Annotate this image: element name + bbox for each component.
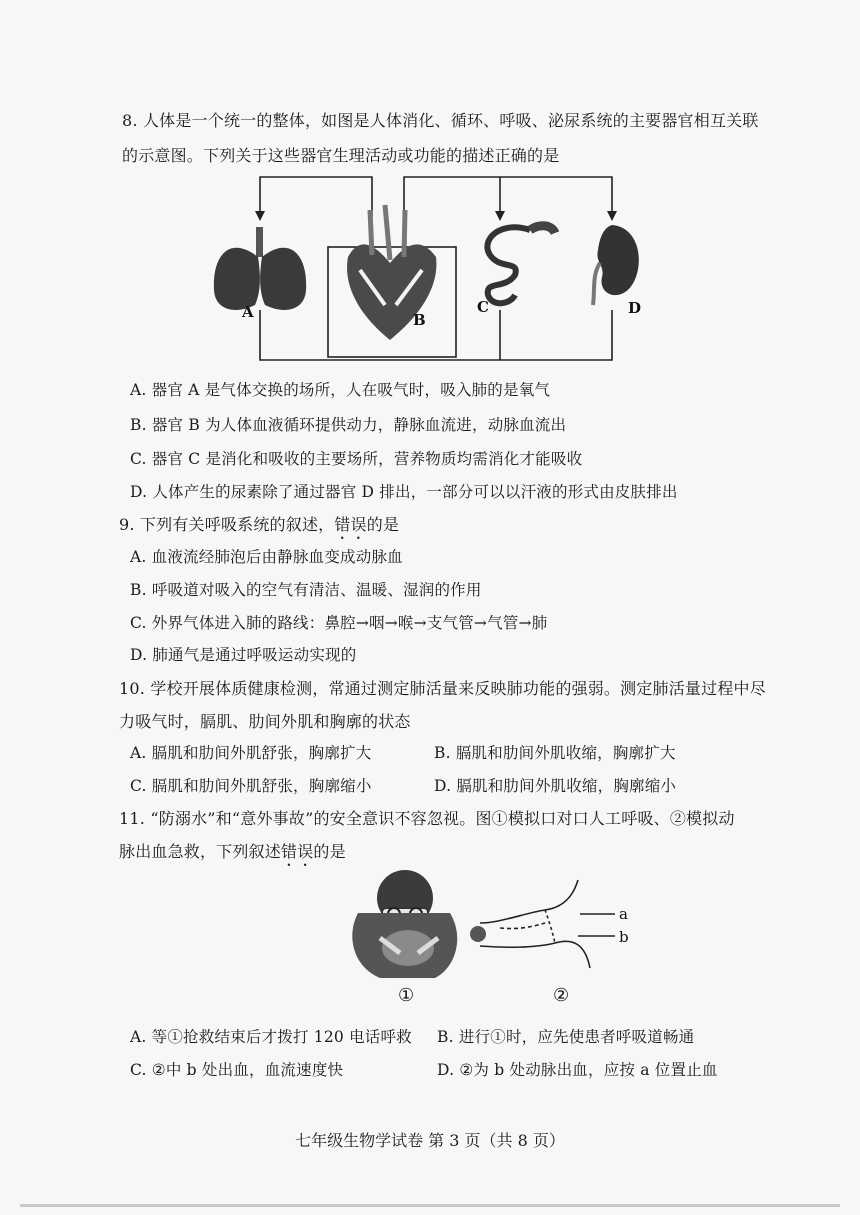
q9-option-a: A. 血液流经肺泡后由静脉血变成动脉血 bbox=[130, 548, 403, 566]
q10-stem-line2: 力吸气时，膈肌、肋间外肌和胸廓的状态 bbox=[119, 712, 411, 731]
q11-stem-line1: 11. “防溺水”和“意外事故”的安全意识不容忽视。图①模拟口对口人工呼吸、②模拟动 bbox=[119, 809, 735, 828]
arm-bleeding-icon bbox=[470, 880, 615, 968]
q9-stem-pre: 9. 下列有关呼吸系统的叙述， bbox=[119, 515, 335, 534]
label-fig2: ② bbox=[553, 985, 570, 1006]
q8-stem-line2: 的示意图。下列关于这些器官生理活动或功能的描述正确的是 bbox=[122, 146, 560, 165]
q8-organ-diagram bbox=[200, 165, 660, 370]
q10-stem-line1: 10. 学校开展体质健康检测，常通过测定肺活量来反映肺功能的强弱。测定肺活量过程中尽 bbox=[119, 679, 766, 698]
q11-stem-pre: 脉出血急救，下列叙述 bbox=[119, 842, 282, 861]
q8-option-a: A. 器官 A 是气体交换的场所，人在吸气时，吸入肺的是氧气 bbox=[130, 381, 551, 399]
q11-option-c: C. ②中 b 处出血，血流速度快 bbox=[130, 1061, 344, 1079]
label-D: D bbox=[628, 299, 642, 317]
label-a: a bbox=[619, 905, 628, 923]
q11-first-aid-figure bbox=[340, 868, 640, 1008]
q8-stem-line1: 8. 人体是一个统一的整体，如图是人体消化、循环、呼吸、泌尿系统的主要器官相互关联 bbox=[122, 111, 759, 130]
rescue-breathing-icon bbox=[352, 870, 457, 978]
q11-option-b: B. 进行①时，应先使患者呼吸道畅通 bbox=[437, 1028, 695, 1046]
label-C: C bbox=[477, 298, 489, 316]
q10-option-c: C. 膈肌和肋间外肌舒张，胸廓缩小 bbox=[130, 777, 372, 795]
q9-stem-emphasis: 错误 bbox=[334, 515, 367, 534]
label-B: B bbox=[413, 311, 426, 329]
q11-option-a: A. 等①抢救结束后才拨打 120 电话呼救 bbox=[130, 1028, 412, 1046]
q10-option-a: A. 膈肌和肋间外肌舒张，胸廓扩大 bbox=[130, 744, 372, 762]
q9-option-b: B. 呼吸道对吸入的空气有清洁、温暖、湿润的作用 bbox=[130, 581, 482, 599]
q9-stem-post: 的是 bbox=[366, 515, 400, 534]
label-b: b bbox=[619, 928, 629, 946]
q8-option-c: C. 器官 C 是消化和吸收的主要场所，营养物质均需消化才能吸收 bbox=[130, 450, 583, 468]
q8-option-b: B. 器官 B 为人体血液循环提供动力，静脉血流进，动脉血流出 bbox=[130, 416, 567, 434]
lungs-icon bbox=[214, 227, 306, 310]
q9-option-c: C. 外界气体进入肺的路线：鼻腔→咽→喉→支气管→气管→肺 bbox=[130, 614, 548, 632]
label-A: A bbox=[242, 303, 254, 321]
q8-option-d: D. 人体产生的尿素除了通过器官 D 排出，一部分可以以汗液的形式由皮肤排出 bbox=[130, 483, 678, 501]
intestine-icon bbox=[487, 226, 555, 304]
q11-stem-post: 的是 bbox=[313, 842, 346, 861]
label-fig1: ① bbox=[398, 985, 415, 1006]
q9-stem bbox=[119, 512, 399, 543]
q10-option-b: B. 膈肌和肋间外肌收缩，胸廓扩大 bbox=[434, 744, 676, 762]
q11-stem-emphasis: 错误 bbox=[281, 842, 314, 861]
q11-stem-line2 bbox=[119, 839, 346, 870]
q10-option-d: D. 膈肌和肋间外肌收缩，胸廓缩小 bbox=[434, 777, 677, 795]
q9-option-d: D. 肺通气是通过呼吸运动实现的 bbox=[130, 646, 357, 664]
bottom-divider bbox=[20, 1204, 840, 1207]
q11-option-d: D. ②为 b 处动脉出血，应按 a 位置止血 bbox=[437, 1061, 718, 1079]
kidney-icon bbox=[593, 225, 639, 305]
page-footer: 七年级生物学试卷 第 3 页（共 8 页） bbox=[295, 1131, 565, 1150]
